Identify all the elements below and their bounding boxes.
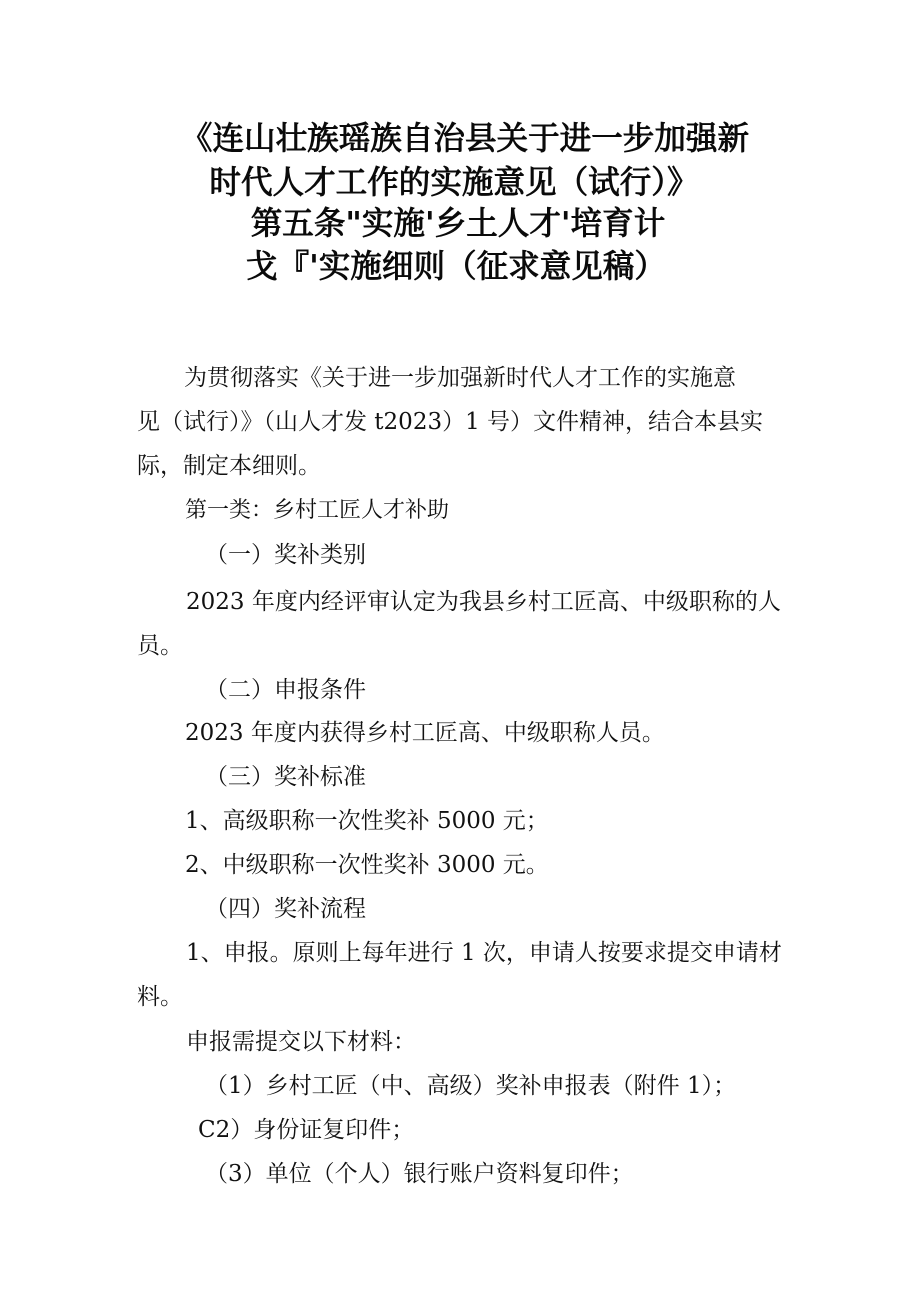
subsection-2-body: 2023 年度内获得乡村工匠高、中级职称人员。 [185,720,665,746]
subsection-1-heading: （一）奖补类别 [205,542,366,568]
subsection-3-item-1: 1、高级职称一次性奖补 5000 元； [185,808,549,834]
document-title-line-4: 戈『'实施细则（征求意见稿） [246,249,666,285]
materials-item-1: （1）乡村工匠（中、高级）奖补申报表（附件 1）； [205,1073,737,1099]
subsection-4-heading: （四）奖补流程 [205,896,366,922]
subsection-3-heading: （三）奖补标准 [205,764,366,790]
subsection-4-step-1-line-2: 料。 [137,984,183,1010]
subsection-1-line-2: 员。 [137,633,183,659]
materials-item-3: （3）单位（个人）银行账户资料复印件； [205,1161,634,1187]
subsection-4-step-1-line-1: 1、申报。原则上每年进行 1 次，申请人按要求提交申请材 [186,940,782,966]
subsection-3-item-2: 2、中级职称一次性奖补 3000 元。 [185,852,549,878]
intro-line-1: 为贯彻落实《关于进一步加强新时代人才工作的实施意 [184,365,736,391]
subsection-1-line-1: 2023 年度内经评审认定为我县乡村工匠高、中级职称的人 [186,589,781,615]
document-title-line-2: 时代人才工作的实施意见（试行）》 [209,165,699,201]
intro-line-2: 见（试行）》（山人才发 t2023）1 号）文件精神，结合本县实 [137,409,764,435]
section-heading: 第一类：乡村工匠人才补助 [185,498,450,523]
subsection-2-heading: （二）申报条件 [205,677,366,703]
materials-item-2: C2）身份证复印件； [198,1117,415,1143]
document-title-line-1: 《连山壮族瑶族自治县关于进一步加强新 [180,121,750,157]
document-title-line-3: 第五条"实施'乡土人才'培育计 [250,206,666,242]
intro-line-3: 际，制定本细则。 [137,453,321,479]
materials-intro: 申报需提交以下材料： [186,1029,416,1055]
